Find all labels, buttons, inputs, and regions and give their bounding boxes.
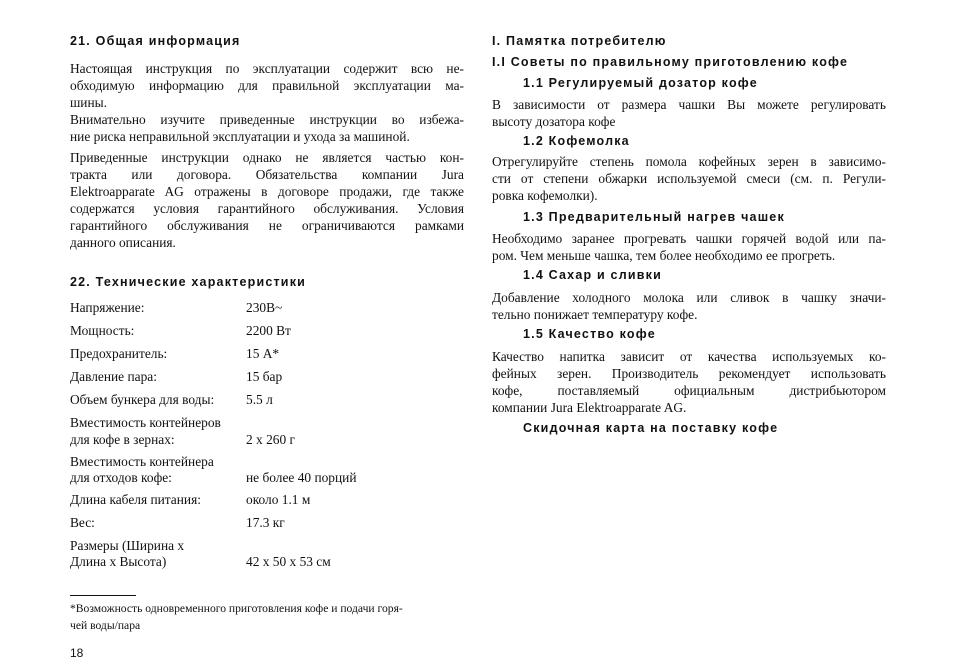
- footnote-line: чей воды/пара: [70, 619, 141, 632]
- text-line: данного описания.: [70, 235, 176, 250]
- section-22-title: 22. Технические характеристики: [70, 275, 307, 289]
- spec-value: около 1.1 м: [246, 492, 311, 507]
- text-line: высоту дозатора кофе: [492, 114, 616, 129]
- text-line: Настоящая инструкция по эксплуатации содержит всю не-: [70, 61, 464, 76]
- section-1-2-title: 1.2 Кофемолка: [523, 134, 630, 148]
- text-line: тельно понижает температуру кофе.: [492, 307, 698, 322]
- spec-value: не более 40 порций: [246, 470, 357, 485]
- text-line: сти от степени обжарки используемой смеси (см. п. Регули-: [492, 171, 886, 186]
- spec-value: 2200 Вт: [246, 323, 291, 338]
- section-21-paragraph-2: [70, 111, 464, 145]
- spec-label: Давление пара:: [70, 369, 157, 384]
- consumer-memo-title: I. Памятка потребителю: [492, 34, 667, 48]
- section-1-3-title: 1.3 Предварительный нагрев чашек: [523, 210, 785, 224]
- spec-label: Вместимость контейнера: [70, 454, 214, 469]
- spec-label: Вес:: [70, 515, 95, 530]
- spec-label: Объем бункера для воды:: [70, 392, 215, 407]
- footnote: [70, 600, 464, 634]
- spec-label: для отходов кофе:: [70, 470, 172, 485]
- text-line: гарантийного обслуживания не ограничиваются рамками: [70, 218, 464, 233]
- section-1-4-text: [492, 289, 886, 323]
- text-line: ние риска неправильной эксплуатации и ухода за машиной.: [70, 129, 410, 144]
- section-21-paragraph-3: [70, 149, 464, 251]
- section-1-5-title: 1.5 Качество кофе: [523, 327, 656, 341]
- section-1-1-title: 1.1 Регулируемый дозатор кофе: [523, 76, 758, 90]
- spec-value: 5.5 л: [246, 392, 273, 407]
- text-line: Необходимо заранее прогревать чашки горячей водой или па-: [492, 231, 886, 246]
- spec-label: Мощность:: [70, 323, 135, 338]
- section-1-3-text: [492, 230, 886, 264]
- text-line: Добавление холодного молока или сливок в чашку значи-: [492, 290, 886, 305]
- text-line: Приведенные инструкции однако не является частью кон-: [70, 150, 464, 165]
- section-1-5-text: [492, 348, 886, 416]
- text-line: Внимательно изучите приведенные инструкции во избежа-: [70, 112, 464, 127]
- spec-value: 15 А*: [246, 346, 280, 361]
- text-line: Elektroapparate AG отражены в договоре продажи, где также: [70, 184, 464, 199]
- spec-value: 2 х 260 г: [246, 432, 296, 447]
- section-21-title: 21. Общая информация: [70, 34, 241, 48]
- spec-label: Вместимость контейнеров: [70, 415, 221, 430]
- text-line: кофе, поставляемый официальным дистрибьютором: [492, 383, 886, 398]
- discount-card-title: Скидочная карта на поставку кофе: [523, 421, 779, 435]
- spec-label: Предохранитель:: [70, 346, 168, 361]
- spec-label: Длина х Высота): [70, 554, 167, 569]
- text-line: Отрегулируйте степень помола кофейных зерен в зависимо-: [492, 154, 886, 169]
- spec-value: 17.3 кг: [246, 515, 285, 530]
- spec-label: Напряжение:: [70, 300, 145, 315]
- spec-value: 230В~: [246, 300, 283, 315]
- text-line: обходимую информацию для правильной эксплуатации ма-: [70, 78, 464, 93]
- page-number: 18: [70, 646, 84, 660]
- text-line: В зависимости от размера чашки Вы можете регулировать: [492, 97, 886, 112]
- text-line: шины.: [70, 95, 107, 110]
- spec-value: 15 бар: [246, 369, 283, 384]
- text-line: ром. Чем меньше чашка, тем более необходимо ее прогреть.: [492, 248, 836, 263]
- text-line: содержатся условия гарантийного обслуживания. Условия: [70, 201, 464, 216]
- section-1-1-text: [492, 96, 886, 130]
- spec-label: Длина кабеля питания:: [70, 492, 201, 507]
- spec-label: Размеры (Ширина х: [70, 538, 185, 553]
- spec-label: для кофе в зернах:: [70, 432, 175, 447]
- section-1-4-title: 1.4 Сахар и сливки: [523, 268, 662, 282]
- spec-value: 42 х 50 х 53 см: [246, 554, 331, 569]
- footnote-divider: [70, 595, 136, 596]
- text-line: тракта или договора. Обязательства компании Jura: [70, 167, 464, 182]
- coffee-tips-subtitle: I.I Советы по правильному приготовлению кофе: [492, 55, 849, 69]
- text-line: Качество напитка зависит от качества используемых ко-: [492, 349, 886, 364]
- text-line: фейных зерен. Производитель рекомендует использовать: [492, 366, 886, 381]
- section-21-paragraph-1: [70, 60, 464, 111]
- text-line: компании Jura Elektroapparate AG.: [492, 400, 687, 415]
- text-line: ровка кофемолки).: [492, 188, 598, 203]
- section-1-2-text: [492, 153, 886, 204]
- footnote-line: *Возможность одновременного приготовления кофе и подачи горя-: [70, 602, 403, 615]
